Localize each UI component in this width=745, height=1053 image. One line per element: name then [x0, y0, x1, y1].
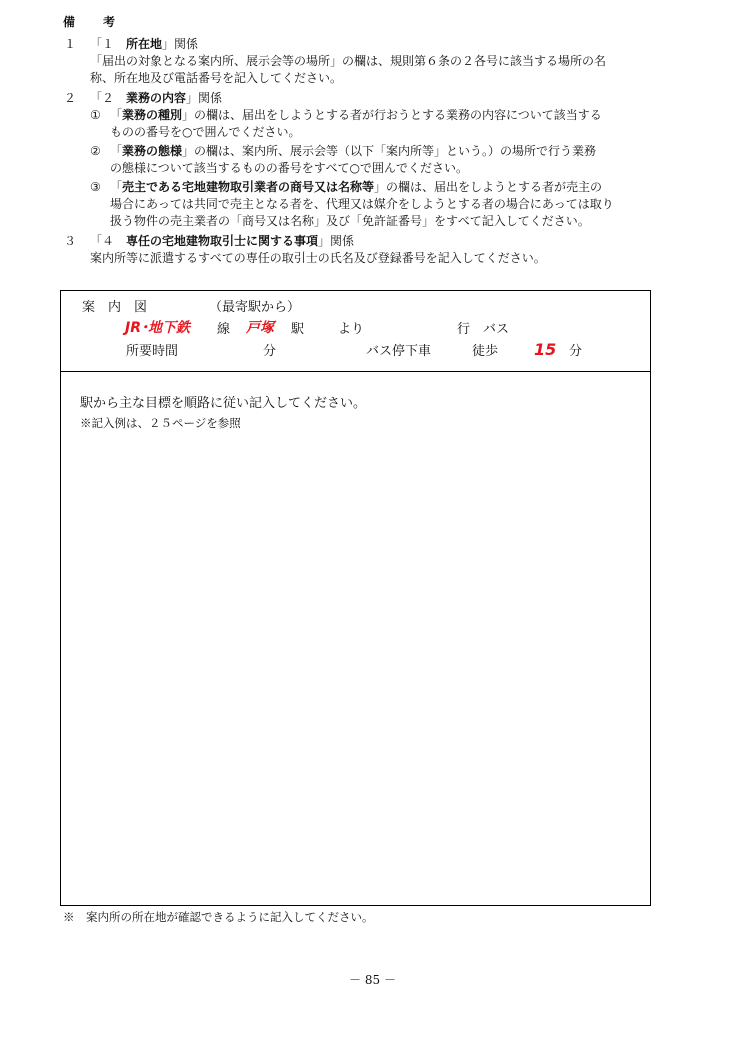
sub-marker: ①: [90, 108, 101, 122]
note-title: 「４ 専任の宅地建物取引士に関する事項」関係: [90, 234, 355, 248]
guide-map-box: [60, 290, 651, 906]
page-number: － 85 －: [349, 973, 396, 987]
example-note: ※記入例は、２５ページを参照: [80, 416, 241, 430]
note-title: 「１ 所在地」関係: [90, 37, 199, 51]
sub-item-2: 「業務の態様」の欄は、案内所、展示会等（以下「案内所等」という。）の場所で行う業務 の態様について該当するものの番号をすべて○で囲んでください。: [110, 144, 597, 175]
bus-stop-label: バス停下車: [366, 344, 432, 359]
note-title: 「２ 業務の内容」関係: [90, 91, 223, 105]
line-name: JR･地下鉄: [125, 320, 190, 336]
minutes-unit-1: 分: [263, 344, 277, 359]
map-subtitle: （最寄駅から）: [209, 300, 301, 315]
sub-marker: ③: [90, 180, 101, 194]
footnote: ※ 案内所の所在地が確認できるように記入してください。: [63, 910, 374, 924]
map-divider: [61, 371, 650, 372]
minutes-unit-2: 分: [569, 344, 583, 359]
sub-item-1: 「業務の種別」の欄は、届出をしようとする者が行おうとする業務の内容について該当する ものの番号を○で囲んでください。: [110, 108, 602, 139]
walk-label: 徒歩: [472, 344, 499, 359]
bound-bus-label: 行 バス: [457, 322, 510, 337]
note-body: 「届出の対象となる案内所、展示会等の場所」の欄は、規則第６条の２各号に該当する場所の名 称、所在地及び電話番号を記入してください。: [90, 54, 607, 85]
line-suffix: 線: [217, 322, 231, 337]
map-instruction: 駅から主な目標を順路に従い記入してください。: [80, 396, 367, 411]
map-title: 案 内 図: [82, 300, 148, 315]
notes-heading: 備 考: [63, 15, 124, 29]
station-name: 戸塚: [246, 320, 274, 336]
walk-minutes: 15: [534, 340, 557, 359]
map-drawing-area[interactable]: [61, 441, 650, 905]
sub-marker: ②: [90, 144, 101, 158]
note-number: ３: [64, 234, 77, 248]
sub-item-3: 「売主である宅地建物取引業者の商号又は名称等」の欄は、届出をしようとする者が売主の 場合にあっては共同で売主となる者を、代理又は媒介をしようとする者の場合にあっては取り 扱う物件の売主業者の「商号又は名称」及び「免許証番号」をすべて記入してください。: [110, 180, 614, 228]
from-label: より: [338, 322, 365, 337]
note-number: ２: [64, 91, 77, 105]
station-suffix: 駅: [291, 322, 305, 337]
note-number: １: [64, 37, 77, 51]
note-body: 案内所等に派遣するすべての専任の取引士の氏名及び登録番号を記入してください。: [90, 251, 546, 265]
time-label: 所要時間: [126, 344, 179, 359]
